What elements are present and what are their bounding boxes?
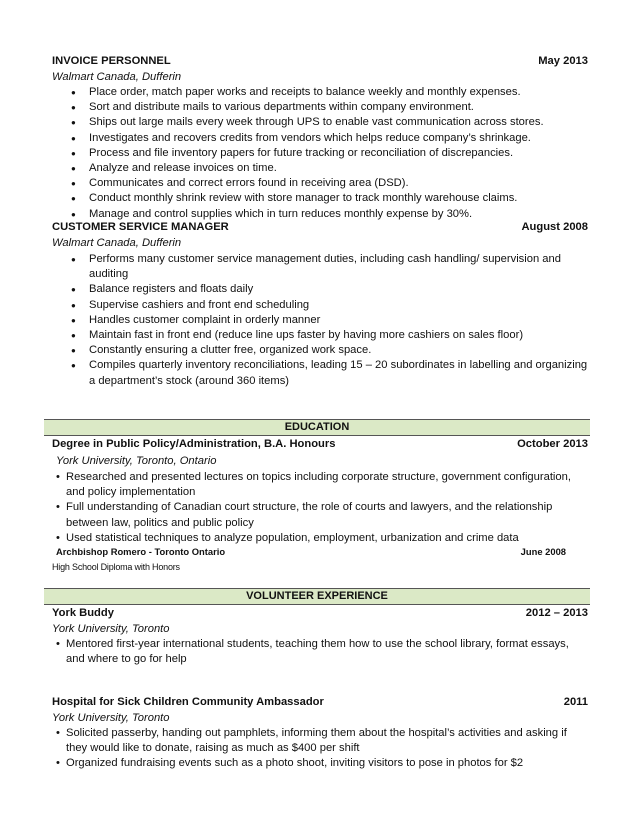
volunteer-york-buddy [52, 606, 588, 667]
bullet-item: ● Conduct monthly shrink review with store manager to track monthly warehouse claims. [52, 191, 588, 206]
job-header [52, 54, 588, 68]
education-degree [52, 437, 588, 573]
job-org: Walmart Canada, Dufferin [52, 71, 182, 83]
job-header [52, 220, 588, 234]
job-org: Walmart Canada, Dufferin [52, 237, 182, 249]
bullet-item: ● Place order, match paper works and receipts to balance weekly and monthly expenses. [52, 85, 588, 100]
bullet-item: ● Process and file inventory papers for future tracking or reconciliation of discrepancies. [52, 146, 588, 161]
bullet-item: • Full understanding of Canadian court structure, the role of courts and lawyers, and the relationship between law, politics and public policy [52, 500, 588, 530]
degree-date: October 2013 [517, 438, 588, 450]
bullet-item: ● Handles customer complaint in orderly manner [52, 313, 588, 328]
bullet-item: ● Communicates and correct errors found in receiving area (DSD). [52, 176, 588, 191]
school-title: Archbishop Romero - Toronto Ontario [56, 546, 226, 558]
job-bullets [52, 85, 588, 222]
degree-bullets [52, 470, 588, 546]
job-bullets [52, 252, 588, 389]
bullet-item: • Used statistical techniques to analyze population, employment, urbanization and crime data [52, 531, 588, 546]
bullet-item: ● Maintain fast in front end (reduce line ups faster by having more cashiers on sales floor) [52, 328, 588, 343]
degree-org: York University, Toronto, Ontario [56, 455, 217, 467]
school-date: June 2008 [520, 546, 566, 558]
bullet-item: ● Balance registers and floats daily [52, 282, 588, 297]
job-title: CUSTOMER SERVICE MANAGER [52, 221, 229, 233]
bullet-item: ● Analyze and release invoices on time. [52, 161, 588, 176]
bullet-item: ● Supervise cashiers and front end scheduling [52, 298, 588, 313]
degree-header [52, 437, 588, 451]
job-date: May 2013 [538, 55, 588, 67]
job-title: INVOICE PERSONNEL [52, 55, 171, 67]
volunteer-header [52, 695, 588, 709]
volunteer-date: 2011 [563, 696, 588, 708]
bullet-item: • Organized fundraising events such as a photo shoot, inviting visitors to pose in photos for $2 [52, 756, 588, 771]
volunteer-bullets [52, 637, 588, 667]
volunteer-bullets [52, 726, 588, 772]
job-invoice-personnel [52, 54, 588, 222]
degree-title: Degree in Public Policy/Administration, B.A. Honours [52, 438, 336, 450]
volunteer-sickkids-ambassador [52, 695, 588, 772]
bullet-item: ● Manage and control supplies which in turn reduces monthly expense by 30%. [52, 207, 588, 222]
job-date: August 2008 [521, 221, 588, 233]
volunteer-title: Hospital for Sick Children Community Ambassador [52, 696, 324, 708]
volunteer-date: 2012 – 2013 [525, 607, 588, 619]
volunteer-org: York University, Toronto [52, 623, 170, 635]
bullet-item: ● Compiles quarterly inventory reconciliations, leading 15 – 20 subordinates in labelling and organizing a department’s stock (around 360 items) [52, 358, 588, 388]
bullet-item: • Solicited passerby, handing out pamphlets, informing them about the hospital’s activities and asking if they would like to donate, raising as much as $400 per shift [52, 726, 588, 756]
school-header [52, 546, 566, 558]
job-customer-service-manager [52, 220, 588, 389]
volunteer-heading: VOLUNTEER EXPERIENCE [44, 588, 590, 605]
education-heading: EDUCATION [44, 419, 590, 436]
bullet-item: ● Sort and distribute mails to various departments within company environment. [52, 100, 588, 115]
volunteer-org: York University, Toronto [52, 712, 170, 724]
bullet-item: • Researched and presented lectures on topics including corporate structure, government configuration, and policy implementation [52, 470, 588, 500]
bullet-item: ● Constantly ensuring a clutter free, organized work space. [52, 343, 588, 358]
volunteer-title: York Buddy [52, 607, 114, 619]
bullet-item: • Mentored first-year international students, teaching them how to use the school library, format essays, and where to go for help [52, 637, 588, 667]
school-note: High School Diploma with Honors [52, 562, 180, 573]
bullet-item: ● Investigates and recovers credits from vendors which helps reduce company’s shrinkage. [52, 131, 588, 146]
bullet-item: ● Performs many customer service management duties, including cash handling/ supervision and auditing [52, 252, 588, 282]
bullet-item: ● Ships out large mails every week through UPS to enable vast communication across stores. [52, 115, 588, 130]
volunteer-header [52, 606, 588, 620]
